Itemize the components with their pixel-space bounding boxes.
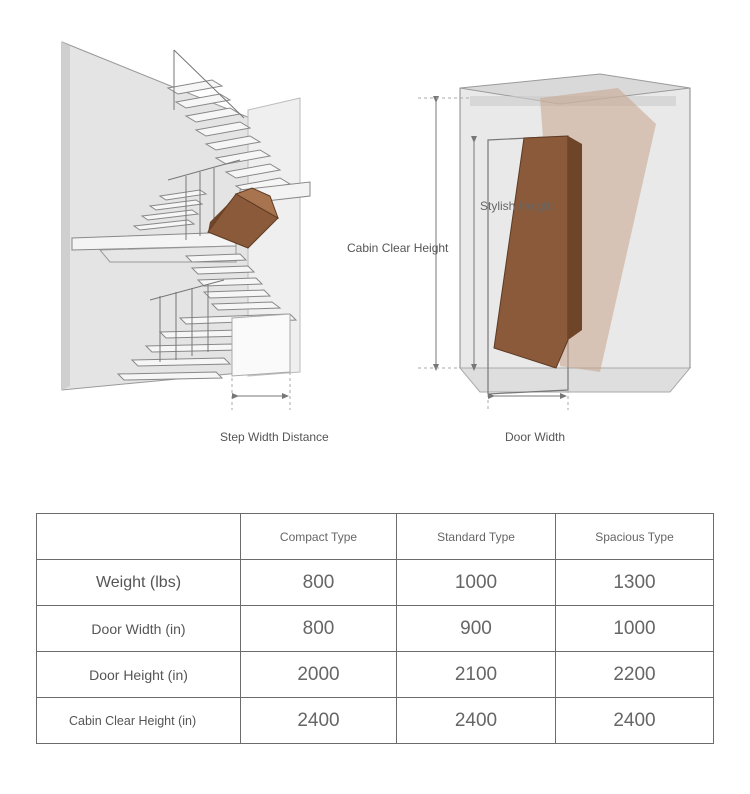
cabin-illustration [418,74,690,410]
header-standard-type: Standard Type [397,514,556,560]
spec-table [36,513,714,744]
table-row [37,652,714,698]
table-row [37,698,714,744]
table-header-row [37,514,714,560]
cell-value: 2100 [397,652,556,698]
row-label-door-width: Door Width (in) [37,606,241,652]
header-compact-type: Compact Type [241,514,397,560]
cell-value: 800 [241,606,397,652]
cell-value: 1000 [556,606,714,652]
cell-value: 900 [397,606,556,652]
cell-value: 2200 [556,652,714,698]
cell-value: 800 [241,560,397,606]
door-width-label: Door Width [505,430,566,444]
table-row [37,606,714,652]
cell-value: 2000 [241,652,397,698]
cabin-clear-height-label: Cabin Clear Height [347,241,449,255]
cell-value: 1300 [556,560,714,606]
table-row [37,560,714,606]
cell-value: 2400 [556,698,714,744]
cell-value: 1000 [397,560,556,606]
stylish-height-label: Stylish Height [480,199,554,213]
row-label-cabin-clear-height: Cabin Clear Height (in) [37,698,241,744]
staircase-illustration [62,42,310,410]
header-empty-cell [37,514,241,560]
cell-value: 2400 [397,698,556,744]
row-label-door-height: Door Height (in) [37,652,241,698]
row-label-weight: Weight (lbs) [37,560,241,606]
header-spacious-type: Spacious Type [556,514,714,560]
cell-value: 2400 [241,698,397,744]
step-width-label: Step Width Distance [220,430,329,444]
